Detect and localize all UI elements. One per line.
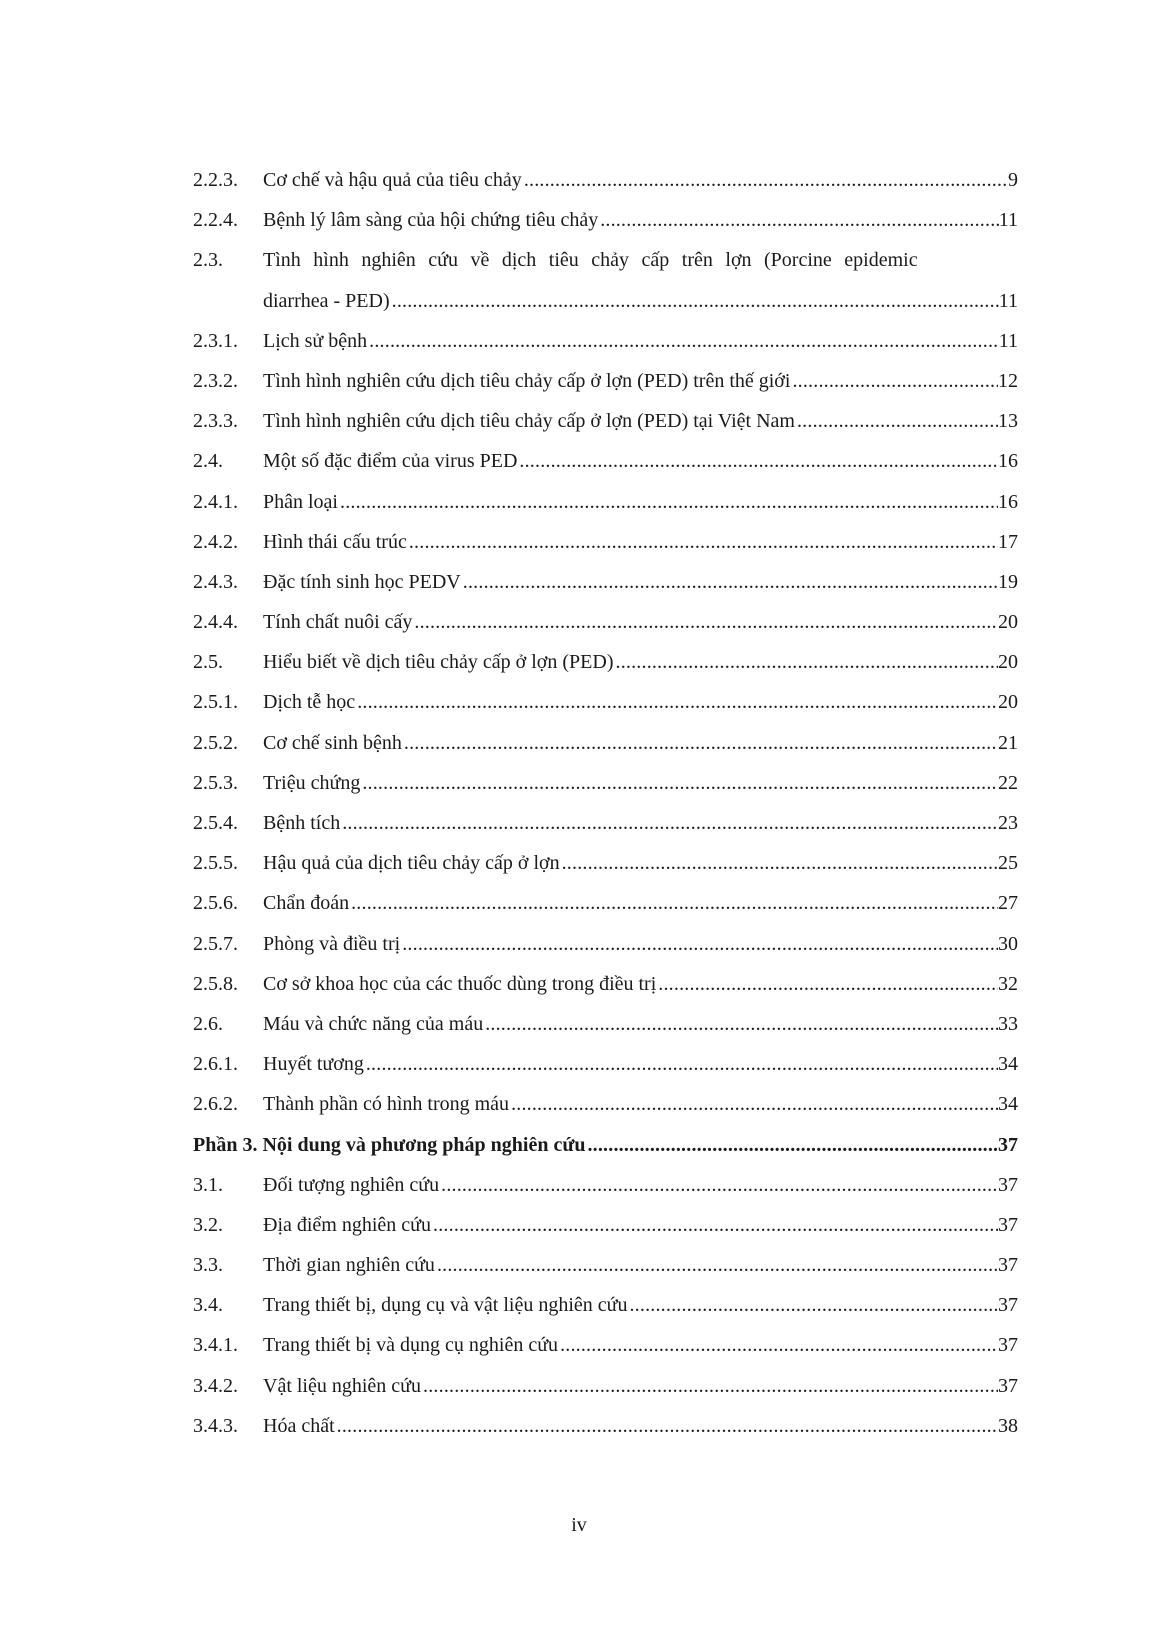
toc-entry-wrapped-line1 (193, 240, 1018, 280)
toc-title: Dịch tễ học (263, 691, 356, 714)
toc-entry (193, 401, 1018, 441)
toc-page-number: 12 (998, 369, 1018, 392)
toc-title: Trang thiết bị, dụng cụ và vật liệu nghiên cứu (263, 1294, 628, 1317)
toc-title: Bệnh lý lâm sàng của hội chứng tiêu chảy (263, 209, 599, 232)
dot-leader (629, 1285, 998, 1325)
toc-title: Hậu quả của dịch tiêu chảy cấp ở lợn (263, 852, 560, 875)
toc-title: Lịch sử bệnh (263, 329, 368, 352)
toc-entry (193, 1165, 1018, 1205)
dot-leader (402, 924, 998, 964)
toc-title: Tình hình nghiên cứu dịch tiêu chảy cấp ở lợn (PED) tại Việt Nam (263, 410, 795, 433)
toc-number: 3.4.3. (193, 1414, 238, 1437)
toc-page-number: 20 (998, 691, 1018, 714)
dot-leader (658, 964, 998, 1004)
dot-leader (414, 602, 998, 642)
toc-entry (193, 1245, 1018, 1285)
dot-leader (519, 441, 998, 481)
toc-number: 2.3. (193, 249, 223, 272)
toc-page-number: 30 (998, 932, 1018, 955)
toc-page-number: 34 (998, 1053, 1018, 1076)
toc-entry (193, 1084, 1018, 1124)
toc-entry (193, 562, 1018, 602)
toc-title: Tính chất nuôi cấy (263, 611, 413, 634)
toc-page-number: 32 (998, 972, 1018, 995)
toc-entry (193, 1004, 1018, 1044)
toc-number: 2.5.4. (193, 812, 238, 834)
dot-leader (369, 321, 999, 361)
dot-leader (511, 1084, 998, 1124)
dot-leader (524, 160, 1008, 200)
dot-leader (616, 642, 999, 682)
toc-title: Phòng và điều trị (263, 932, 401, 955)
toc-entry (193, 482, 1018, 522)
toc-number: 2.5.1. (193, 691, 238, 714)
toc-entry (193, 321, 1018, 361)
toc-page-number: 25 (998, 852, 1018, 875)
dot-leader (337, 1406, 998, 1446)
dot-leader (366, 1044, 998, 1084)
toc-title: Cơ sở khoa học của các thuốc dùng trong điều trị (263, 972, 657, 995)
toc-number: 2.5.6. (193, 892, 238, 915)
page-number: iv (571, 1514, 587, 1536)
toc-number: 2.4.4. (193, 611, 238, 634)
toc-title: Trang thiết bị và dụng cụ nghiên cứu (263, 1334, 559, 1357)
toc-title: Tình hình nghiên cứu dịch tiêu chảy cấp ở lợn (PED) trên thế giới (263, 369, 791, 392)
dot-leader (433, 1205, 998, 1245)
toc-number: 3.3. (193, 1254, 223, 1277)
toc-page-number: 19 (998, 570, 1018, 593)
toc-entry (193, 602, 1018, 642)
toc-entry-wrapped-line2 (193, 281, 1018, 321)
dot-leader (441, 1165, 998, 1205)
dot-leader (404, 723, 998, 763)
toc-number: 3.2. (193, 1213, 223, 1236)
toc-title: Bệnh tích (263, 812, 341, 834)
toc-number: 2.4.1. (193, 490, 238, 513)
toc-page-number: 37 (998, 1133, 1018, 1156)
toc-number: 2.6.2. (193, 1093, 238, 1116)
toc-page-number: 20 (998, 611, 1018, 634)
toc-number: 2.6. (193, 1012, 223, 1035)
toc-number: 2.4.2. (193, 530, 238, 553)
toc-entry (193, 924, 1018, 964)
toc-number: 2.3.2. (193, 369, 238, 392)
toc-title-line1: Tình hình nghiên cứu về dịch tiêu chảy cấp trên lợn (Porcine epidemic (263, 249, 918, 272)
toc-number: 2.5.7. (193, 932, 238, 955)
toc-title: Thành phần có hình trong máu (263, 1093, 510, 1116)
toc-number: 3.1. (193, 1173, 223, 1196)
toc-page-number: 13 (998, 410, 1018, 433)
toc-entry (193, 522, 1018, 562)
toc-title: Máu và chức năng của máu (263, 1012, 484, 1035)
toc-page-number: 11 (998, 329, 1018, 352)
toc-number: 3.4.2. (193, 1374, 238, 1397)
toc-page-number: 11 (998, 289, 1018, 312)
toc-title: Hình thái cấu trúc (263, 530, 407, 553)
toc-title: Huyết tương (263, 1053, 364, 1076)
toc-page-number: 9 (1008, 169, 1018, 191)
toc-entry (193, 1406, 1018, 1446)
toc-part-heading (193, 1125, 1018, 1165)
toc-entry (193, 361, 1018, 401)
toc-page-number: 11 (998, 209, 1018, 232)
dot-leader (409, 522, 998, 562)
toc-title: Phần 3. Nội dung và phương pháp nghiên cứu (193, 1133, 586, 1156)
toc-title: Hóa chất (263, 1414, 335, 1437)
toc-entry (193, 1285, 1018, 1325)
toc-page-number: 22 (998, 771, 1018, 794)
toc-title: Vật liệu nghiên cứu (263, 1374, 422, 1397)
dot-leader (463, 562, 998, 602)
toc-entry (193, 964, 1018, 1004)
dot-leader (437, 1245, 998, 1285)
toc-page-number: 37 (998, 1173, 1018, 1196)
dot-leader (342, 803, 998, 843)
toc-title: Hiểu biết về dịch tiêu chảy cấp ở lợn (PED) (263, 651, 614, 674)
toc-entry (193, 441, 1018, 481)
toc-page-number: 38 (998, 1414, 1018, 1437)
toc-title: Thời gian nghiên cứu (263, 1254, 435, 1277)
toc-page-number: 34 (998, 1093, 1018, 1116)
table-of-contents (193, 160, 1018, 1446)
toc-title: Đặc tính sinh học PEDV (263, 570, 461, 593)
toc-entry (193, 642, 1018, 682)
toc-entry (193, 1325, 1018, 1365)
dot-leader (423, 1366, 998, 1406)
toc-title: Phân loại (263, 490, 338, 513)
toc-page-number: 16 (998, 450, 1018, 473)
toc-page-number: 27 (998, 892, 1018, 915)
dot-leader (362, 763, 998, 803)
toc-number: 2.6.1. (193, 1053, 238, 1076)
toc-entry (193, 883, 1018, 923)
toc-title: Chẩn đoán (263, 892, 350, 915)
toc-number: 2.4. (193, 450, 223, 473)
dot-leader (340, 482, 998, 522)
toc-entry (193, 1366, 1018, 1406)
dot-leader (792, 361, 998, 401)
toc-entry (193, 1205, 1018, 1245)
toc-page-number: 37 (998, 1294, 1018, 1317)
dot-leader (357, 682, 998, 722)
dot-leader (587, 1125, 998, 1165)
toc-title: Triệu chứng (263, 771, 361, 794)
toc-entry (193, 843, 1018, 883)
toc-page-number: 37 (998, 1374, 1018, 1397)
toc-title: Một số đặc điểm của virus PED (263, 450, 518, 473)
toc-number: 3.4. (193, 1294, 223, 1317)
toc-number: 2.5.3. (193, 771, 238, 794)
toc-title: Đối tượng nghiên cứu (263, 1173, 440, 1196)
toc-page-number: 37 (998, 1334, 1018, 1357)
dot-leader (797, 401, 998, 441)
toc-number: 2.4.3. (193, 570, 238, 593)
toc-entry (193, 763, 1018, 803)
toc-entry (193, 682, 1018, 722)
toc-title-line2: diarrhea - PED) (263, 289, 390, 312)
toc-page-number: 21 (998, 731, 1018, 754)
toc-number: 2.5.2. (193, 731, 238, 754)
dot-leader (560, 1325, 998, 1365)
toc-number: 3.4.1. (193, 1334, 238, 1357)
toc-page-number: 20 (998, 651, 1018, 674)
toc-title: Cơ chế và hậu quả của tiêu chảy (263, 169, 522, 191)
toc-number: 2.3.1. (193, 329, 238, 352)
toc-entry (193, 803, 1018, 843)
toc-page-number: 37 (998, 1213, 1018, 1236)
dot-leader (600, 200, 999, 240)
toc-entry (193, 200, 1018, 240)
dot-leader (392, 281, 999, 321)
toc-title: Địa điểm nghiên cứu (263, 1213, 432, 1236)
toc-page-number: 17 (998, 530, 1018, 553)
toc-number: 2.5.5. (193, 852, 238, 875)
dot-leader (562, 843, 998, 883)
dot-leader (351, 883, 998, 923)
toc-entry (193, 723, 1018, 763)
toc-page-number: 33 (998, 1012, 1018, 1035)
toc-page-number: 37 (998, 1254, 1018, 1277)
dot-leader (485, 1004, 998, 1044)
toc-number: 2.5. (193, 651, 223, 674)
toc-entry (193, 160, 1018, 200)
toc-title: Cơ chế sinh bệnh (263, 731, 402, 754)
toc-number: 2.2.4. (193, 209, 238, 232)
toc-page-number: 16 (998, 490, 1018, 513)
toc-entry (193, 1044, 1018, 1084)
toc-page-number: 23 (998, 812, 1018, 834)
toc-number: 2.5.8. (193, 972, 238, 995)
toc-number: 2.2.3. (193, 169, 238, 191)
toc-number: 2.3.3. (193, 410, 238, 433)
